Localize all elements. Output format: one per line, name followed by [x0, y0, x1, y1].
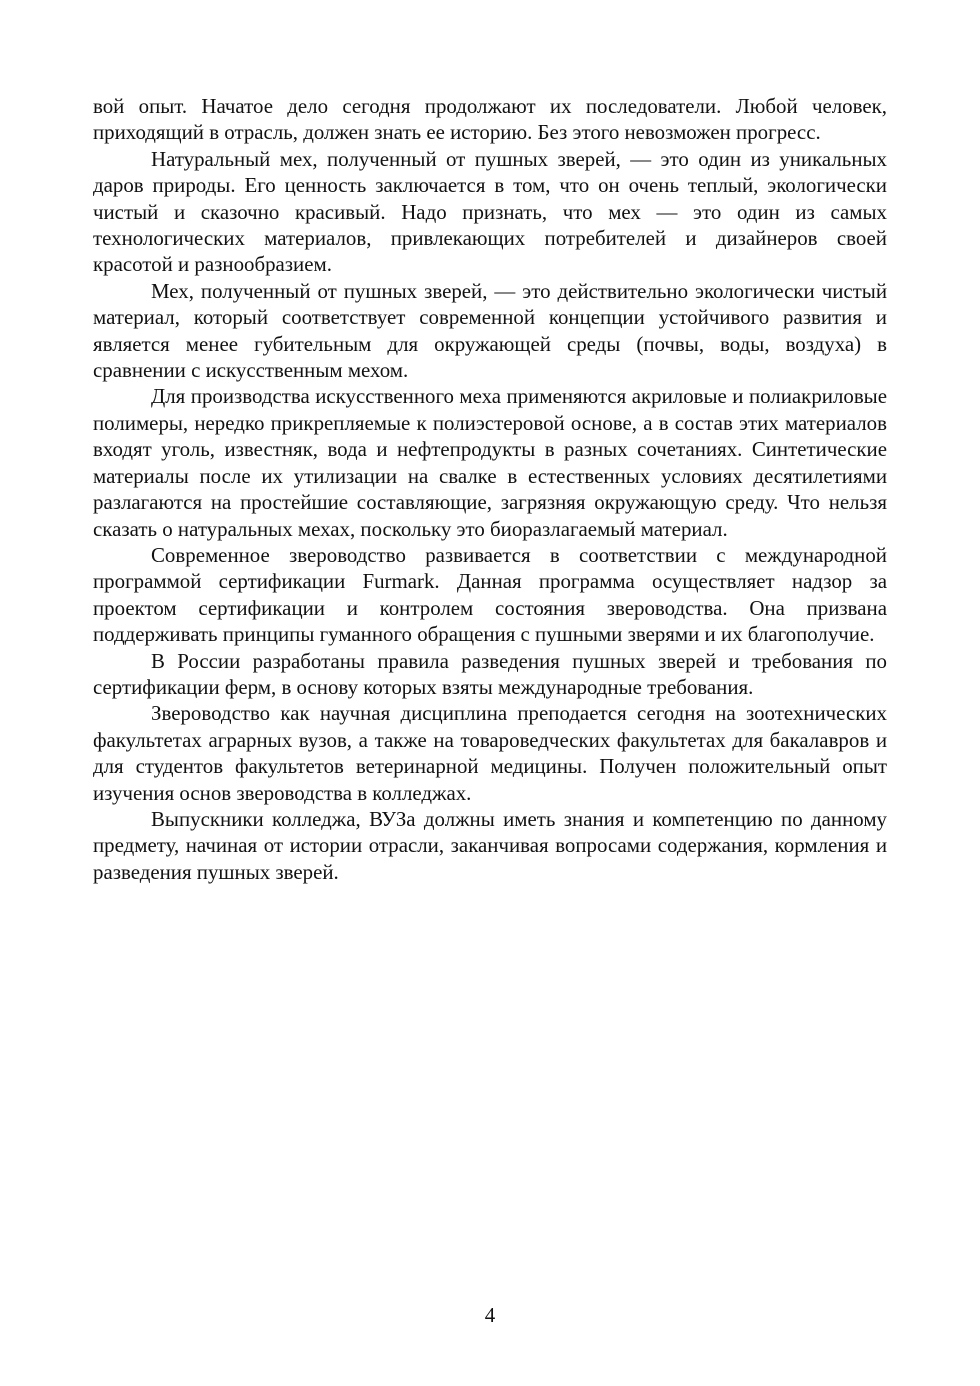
paragraph-eco-material: Мех, полученный от пушных зверей, — это действительно экологически чистый материал, который соответствует современной концепции устойчивого развития и является менее губительным для окружающей среды (почвы, воды, воздуха) в сравнении с искусственным мехом. [93, 278, 887, 383]
paragraph-russia-rules: В России разработаны правила разведения пушных зверей и требования по сертификации ферм, в основу которых взяты международные требования. [93, 648, 887, 699]
paragraph-natural-fur: Натуральный мех, полученный от пушных зверей, — это один из уникальных даров природы. Его ценность заключается в том, что он очень теплый, экологически чистый и сказочно красивый. Надо признать, что мех — это один из самых технологических материалов, привлекающих потребителей и дизайнеров своей красотой и разнообразием. [93, 146, 887, 277]
paragraph-graduates: Выпускники колледжа, ВУЗа должны иметь знания и компетенцию по данному предмету, начиная от истории отрасли, заканчивая вопросами содержания, кормления и разведения пушных зверей. [93, 806, 887, 884]
paragraph-discipline: Звероводство как научная дисциплина преподается сегодня на зоотехнических факультетах аграрных вузов, а также на товароведческих факультетах для бакалавров и для студентов факультетов ветеринарной медицины. Получен положительный опыт изучения основ звероводства в колледжах. [93, 701, 887, 805]
paragraph-artificial-fur: Для производства искусственного меха применяются акриловые и полиакриловые полимеры, нередко прикрепляемые к полиэстеровой основе, а в состав этих материалов входят уголь, известняк, вода и нефтепродукты в разных сочетаниях. Синтетические материалы после их утилизации на свалке в естественных условиях десятилетиями разлагаются на простейшие составляющие, загрязняя окружающую среду. Что нельзя сказать о натуральных мехах, поскольку это биоразлагаемый материал. [93, 384, 887, 541]
document-body [93, 93, 887, 885]
paragraph-furmark: Современное звероводство развивается в соответствии с международной программой сертификации Furmark. Данная программа осуществляет надзор за проектом сертификации и контролем состояния звероводства. Она призвана поддерживать принципы гуманного обращения с пушными зверями и их благополучие. [93, 542, 887, 647]
page-number: 4 [484, 1303, 496, 1327]
paragraph-continuation: вой опыт. Начатое дело сегодня продолжают их последователи. Любой человек, приходящий в отрасль, должен знать ее историю. Без этого невозможен прогресс. [93, 94, 887, 145]
